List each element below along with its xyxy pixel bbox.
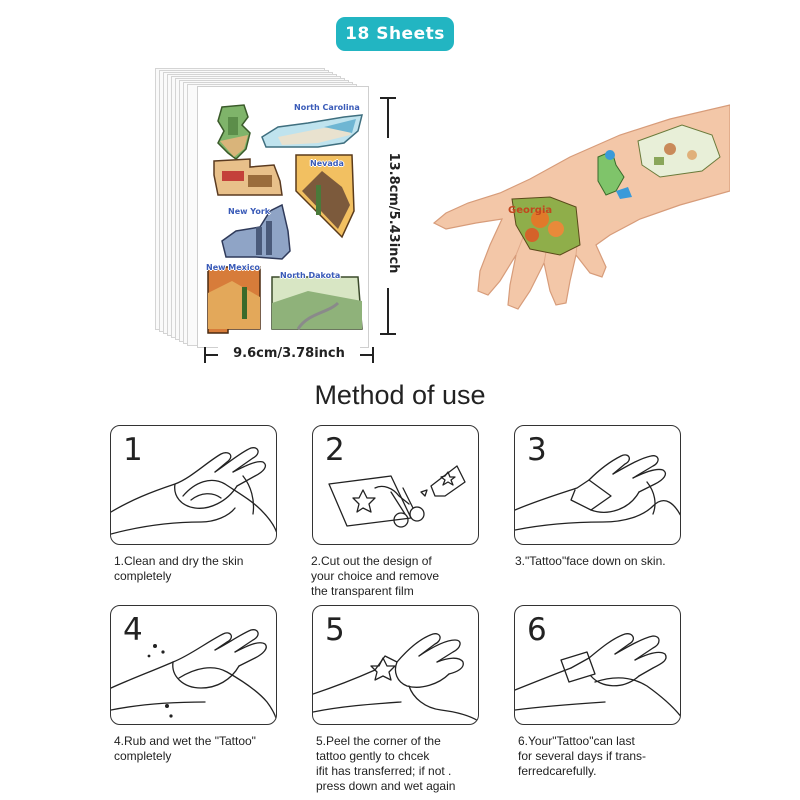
step-6-panel [514, 605, 681, 725]
method-of-use-title: Method of use [314, 380, 486, 410]
sticker-sheet-front [197, 86, 369, 348]
height-dimension-label: 13.8cm/5.43inch [381, 138, 401, 288]
new-mexico-label: New Mexico [206, 263, 260, 272]
sticker-sheet-stack [155, 68, 387, 350]
step-1-number: 1 [123, 432, 143, 468]
width-dimension-cap [372, 347, 374, 363]
finished-tattoo-hands-icon [515, 606, 681, 725]
step-3-number: 3 [527, 432, 547, 468]
nebraska-map-sticker [210, 153, 284, 199]
apply-tattoo-hands-icon [515, 426, 681, 545]
north-carolina-map-sticker [258, 107, 366, 151]
step-4-number: 4 [123, 612, 143, 648]
north-carolina-label: North Carolina [294, 103, 360, 112]
nevada-label: Nevada [310, 159, 344, 168]
hand-with-tattoos-photo [420, 95, 730, 320]
wet-tattoo-hands-icon [111, 606, 277, 725]
north-dakota-label: North Dakota [280, 271, 341, 280]
step-6-number: 6 [527, 612, 547, 648]
step-5-panel [312, 605, 479, 725]
step-5-number: 5 [325, 612, 345, 648]
step-3-panel [514, 425, 681, 545]
step-1-caption: 1.Clean and dry the skin completely [114, 554, 244, 583]
step-4-panel [110, 605, 277, 725]
step-2-caption: 2.Cut out the design of your choice and remove the transparent film [311, 554, 440, 598]
step-5-caption: 5.Peel the corner of the tattoo gently to chcek ifit has transferred; if not . press down and wet again [316, 734, 456, 793]
step-3-caption: 3."Tattoo"face down on skin. [515, 554, 666, 568]
step-2-number: 2 [325, 432, 345, 468]
width-dimension-label: 9.6cm/3.78inch [218, 346, 360, 364]
cleaning-hands-icon [111, 426, 277, 545]
sheet-count-badge: 18 Sheets [336, 17, 454, 51]
peel-tattoo-hands-icon [313, 606, 479, 725]
georgia-tattoo-label: Georgia [508, 205, 553, 216]
new-york-label: New York [228, 207, 271, 216]
step-2-panel [312, 425, 479, 545]
step-6-caption: 6.Your"Tattoo"can last for several days if trans- ferredcarefully. [518, 734, 647, 778]
scissors-cut-icon [313, 426, 479, 545]
height-dimension-cap [380, 333, 396, 335]
north-dakota-map-sticker [268, 273, 366, 335]
step-1-panel [110, 425, 277, 545]
new-mexico-map-sticker [204, 263, 264, 335]
step-4-caption: 4.Rub and wet the "Tattoo" completely [114, 734, 256, 763]
